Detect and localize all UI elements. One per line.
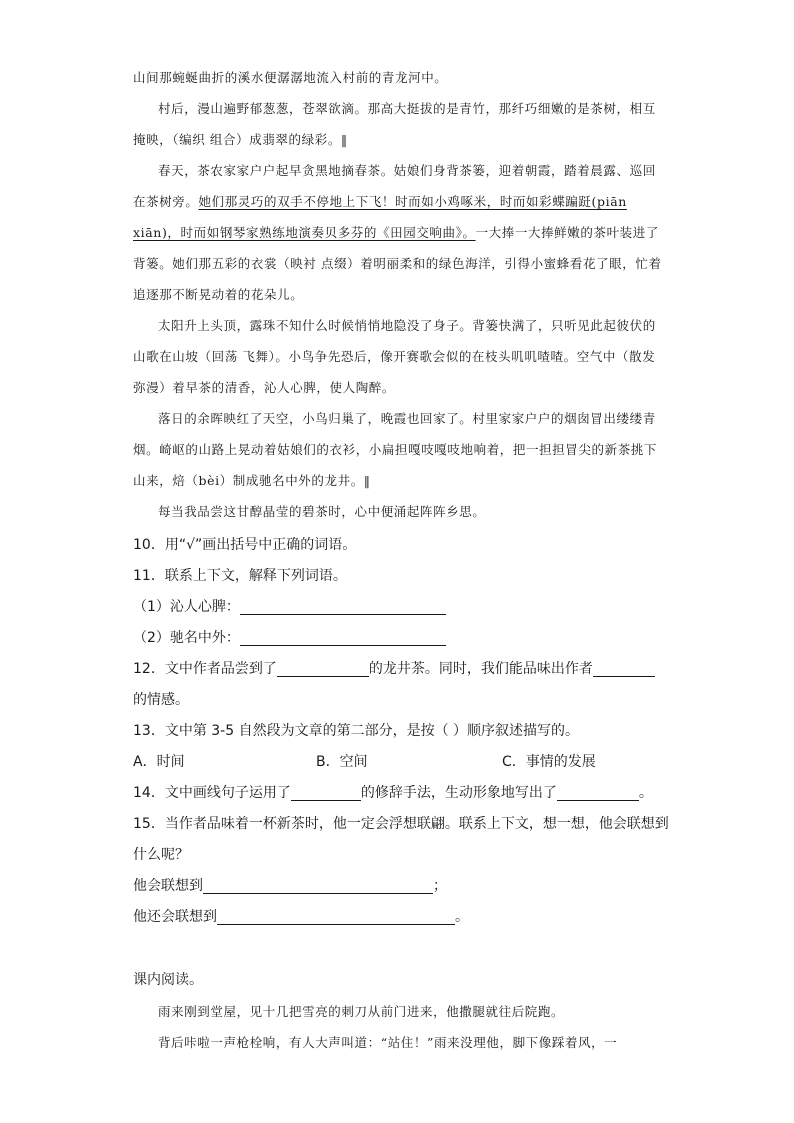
question-12-cont: 的情感。: [133, 692, 189, 708]
question-15-cont: 什么呢？: [133, 847, 189, 863]
question-15-line-2-label: 他还会联想到: [133, 909, 217, 925]
passage-paragraph-5: 落日的余晖映红了天空，小鸟归巢了，晚霞也回家了。村里家家户户的烟囱冒出缕缕青烟。崎岖的山路上晃动着姑娘们的衣衫，小扁担嘎吱嘎吱地响着，把一担担冒尖的新茶挑下山来，焙（bèi）制成驰名中外的龙井。‖: [133, 411, 658, 488]
answer-blank[interactable]: [593, 658, 655, 677]
passage-paragraph-4: 太阳升上头顶，露珠不知什么时候悄悄地隐没了身子。背篓快满了，只听见此起彼伏的山歌在山坡（回荡 飞舞）。小鸟争先恐后，像开赛歌会似的在枝头叽叽喳喳。空气中（散发 弥漫）着早茶的清香，沁人心脾，使人陶醉。: [133, 318, 656, 395]
answer-blank[interactable]: [217, 906, 455, 925]
answer-blank[interactable]: [203, 875, 433, 894]
choice-a[interactable]: A．时间: [133, 754, 185, 770]
question-10: 10．用“√”画出括号中正确的词语。: [133, 537, 357, 553]
paragraph-3-rest: 一大捧一大捧鲜嫩的茶叶装进了背篓。她们那五彩的衣裳（映衬 点缀）着明丽柔和的绿色海洋，引得小蜜蜂看花了眼，忙着追逐那不断晃动着的花朵儿。: [133, 225, 662, 302]
question-15: 15．当作者品味着一杯新茶时，他一定会浮想联翩。联系上下文，想一想，他会联想到: [133, 816, 669, 832]
question-14: [133, 778, 673, 809]
passage-2-paragraph-2: 背后咔啦一声枪栓响，有人大声叫道：“站住！”雨来没理他，脚下像踩着风，一: [158, 1035, 618, 1050]
answer-blank[interactable]: [557, 782, 639, 801]
reading-passage: [133, 62, 663, 527]
question-14-text-b: 的修辞手法，生动形象地写出了: [360, 785, 557, 801]
passage-2-paragraph-1: 雨来刚到堂屋，见十几把雪亮的刺刀从前门进来，他撒腿就往后院跑。: [158, 1004, 565, 1019]
passage-paragraph-2: 村后，漫山遍野郁葱葱，苍翠欲滴。那高大挺拔的是青竹，那纤巧细嫩的是茶树，相互掩映，（编织 组合）成翡翠的绿彩。‖: [133, 101, 656, 147]
question-11-2-label: （2）驰名中外：: [133, 630, 240, 646]
question-12-text-a: 12．文中作者品尝到了: [133, 661, 277, 677]
section-title: 课内阅读。: [133, 972, 203, 988]
answer-blank[interactable]: [277, 658, 369, 677]
question-15-line-1-label: 他会联想到: [133, 878, 203, 894]
question-14-text-c: 。: [638, 785, 653, 801]
question-11-1: [133, 592, 673, 623]
underlined-sentence: 她们那灵巧的双手不停地上下飞！时而如小鸡啄米，时而如彩蝶蹁跹(piān xiān)，时而如钢琴家熟练地演奏贝多芬的《田园交响曲》。: [133, 194, 627, 240]
choice-c[interactable]: C．事情的发展: [502, 754, 596, 770]
second-reading-section: [133, 966, 673, 1058]
question-15-line-2-end: 。: [455, 909, 469, 925]
question-12-text-b: 的龙井茶。同时，我们能品味出作者: [368, 661, 593, 677]
choice-b[interactable]: B．空间: [316, 754, 368, 770]
question-12: [133, 654, 673, 685]
question-15-line-1: [133, 871, 673, 902]
question-11: 11．联系上下文，解释下列词语。: [133, 568, 347, 584]
question-list: [133, 530, 673, 933]
question-13: 13．文中第 3-5 自然段为文章的第二部分，是按（ ）顺序叙述描写的。: [133, 723, 580, 739]
question-14-text-a: 14．文中画线句子运用了: [133, 785, 291, 801]
question-13-choices: [133, 747, 673, 778]
passage-paragraph-6: 每当我品尝这甘醇晶莹的碧茶时，心中便涌起阵阵乡思。: [158, 504, 486, 519]
answer-blank[interactable]: [240, 596, 446, 615]
paragraph-3-intro: 春天，茶农家家户户起早贪黑地摘春茶。姑娘们身背茶篓，迎着朝霞，踏着晨露、巡回在茶树旁。: [133, 163, 656, 209]
question-15-line-2: [133, 902, 673, 933]
passage-paragraph-3: [133, 155, 663, 310]
answer-blank[interactable]: [291, 782, 361, 801]
passage-paragraph-1: 山间那蜿蜒曲折的溪水便潺潺地流入村前的青龙河中。: [133, 70, 448, 85]
answer-blank[interactable]: [240, 627, 446, 646]
question-11-2: [133, 623, 673, 654]
second-reading-passage: [133, 996, 673, 1058]
question-11-1-label: （1）沁人心脾：: [133, 599, 240, 615]
question-15-line-1-end: ；: [433, 878, 447, 894]
